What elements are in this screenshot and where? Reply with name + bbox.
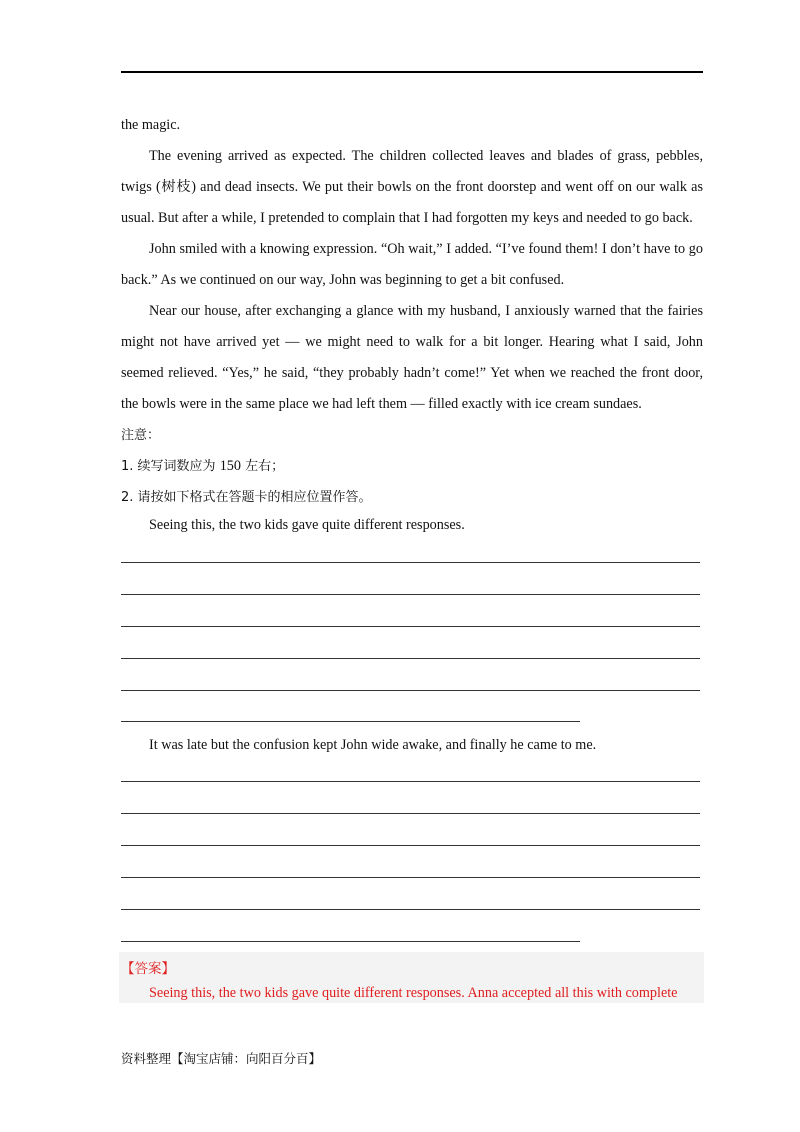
note-heading: 注意： [121, 428, 161, 443]
writing-line [121, 658, 700, 659]
note-item-2: 2. 请按如下格式在答题卡的相应位置作答。 [121, 490, 372, 505]
note-item-1: 1. 续写词数应为 150 左右； [121, 458, 285, 474]
paragraph-2: The evening arrived as expected. The children collected leaves and blades of grass, pebbles, twigs (树枝) and dead insects. We put their bowls on the front doorstep and went off on our walk as usual. But after a while, I pretended to complain that I had forgotten my keys and needed to go back. [121, 148, 703, 226]
continuation-prompt-2: It was late but the confusion kept John wide awake, and finally he came to me. [149, 737, 597, 753]
writing-line [121, 909, 700, 910]
writing-line [121, 562, 700, 563]
writing-line [121, 690, 700, 691]
writing-line [121, 626, 700, 627]
story-text [121, 110, 703, 513]
header-rule [121, 71, 703, 73]
writing-line [121, 941, 580, 942]
answer-heading: 【答案】 [121, 961, 175, 977]
continuation-prompt-1: Seeing this, the two kids gave quite different responses. [149, 517, 465, 533]
footer-source: 资料整理【淘宝店铺：向阳百分百】 [121, 1051, 322, 1066]
writing-line [121, 813, 700, 814]
paragraph-3: John smiled with a knowing expression. “Oh wait,” I added. “I’ve found them! I don’t have to go back.” As we continued on our way, John was beginning to get a bit confused. [121, 241, 703, 288]
paragraph-1: the magic. [121, 117, 181, 133]
paragraph-4: Near our house, after exchanging a glance with my husband, I anxiously warned that the fairies might not have arrived yet — we might need to walk for a bit longer. Hearing what I said, John seemed relieved. “Yes,” he said, “they probably hadn’t come!” Yet when we reached the front door, the bowls were in the same place we had left them — filled exactly with ice cream sundaes. [121, 303, 703, 412]
writing-line [121, 845, 700, 846]
writing-line [121, 594, 700, 595]
writing-line [121, 781, 700, 782]
writing-line [121, 721, 580, 722]
answer-text: Seeing this, the two kids gave quite different responses. Anna accepted all this with complete [149, 985, 678, 1001]
writing-line [121, 877, 700, 878]
